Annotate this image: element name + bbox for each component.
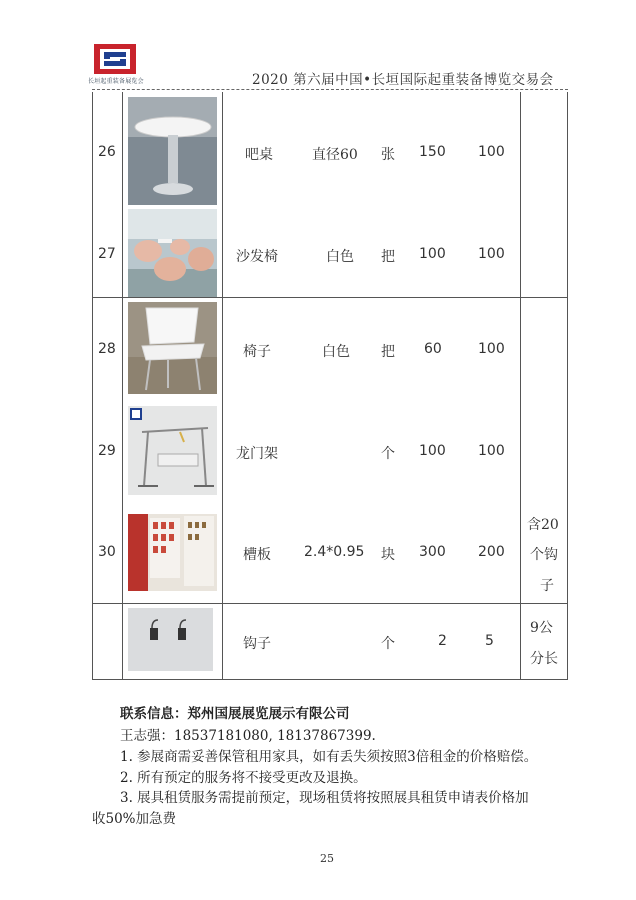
contact-person: 王志强：18537181080, 18137867399.	[120, 728, 376, 744]
slatwall-photo	[128, 514, 217, 591]
item-unit: 张	[381, 147, 395, 163]
table-col-divider	[520, 92, 521, 680]
item-deposit: 100	[478, 443, 505, 459]
organizer-logo	[92, 42, 138, 76]
item-deposit: 100	[478, 144, 505, 160]
table-row-divider	[92, 297, 568, 298]
item-unit: 个	[381, 636, 395, 652]
item-spec: 2.4*0.95	[304, 544, 365, 560]
item-spec: 直径60	[312, 147, 358, 163]
row-number: 28	[98, 341, 116, 357]
item-name: 吧桌	[245, 147, 273, 163]
table-border-right	[567, 92, 568, 680]
table-row-divider	[92, 603, 568, 604]
item-unit: 把	[381, 344, 395, 360]
item-price: 100	[419, 246, 446, 262]
row-number: 27	[98, 246, 116, 262]
hook-photo	[128, 608, 213, 671]
table-border-bottom	[92, 679, 568, 680]
item-price: 60	[424, 341, 442, 357]
item-deposit: 100	[478, 246, 505, 262]
sofa-chair-photo	[128, 209, 217, 297]
contact-heading: 联系信息：郑州国展展览展示有限公司	[120, 706, 350, 722]
item-unit: 块	[381, 547, 395, 563]
page-header-title: 2020 第六届中国•长垣国际起重装备博览交易会	[252, 72, 554, 88]
table-col-divider	[122, 92, 123, 680]
item-deposit: 5	[485, 633, 494, 649]
item-deposit: 100	[478, 341, 505, 357]
item-note: 分长	[530, 651, 558, 667]
chair-photo	[128, 302, 217, 394]
note-no-change: 2. 所有预定的服务将不接受更改及退换。	[120, 770, 367, 786]
item-note: 含20	[527, 517, 559, 533]
page-number: 25	[320, 852, 334, 865]
item-name: 槽板	[243, 547, 271, 563]
item-name: 龙门架	[236, 446, 278, 462]
item-price: 100	[419, 443, 446, 459]
item-note: 个钩	[530, 547, 558, 563]
table-border-left	[92, 92, 93, 680]
item-deposit: 200	[478, 544, 505, 560]
bar-table-photo	[128, 97, 217, 205]
note-surcharge: 收50%加急费	[92, 811, 177, 827]
item-spec: 白色	[326, 249, 354, 265]
item-note: 9公	[530, 620, 553, 636]
gantry-rack-photo	[128, 406, 217, 495]
item-note: 子	[540, 578, 554, 594]
item-spec: 白色	[322, 344, 350, 360]
item-price: 150	[419, 144, 446, 160]
item-name: 椅子	[243, 344, 271, 360]
row-number: 29	[98, 443, 116, 459]
row-number: 26	[98, 144, 116, 160]
item-name: 沙发椅	[236, 249, 278, 265]
header-divider	[92, 89, 568, 90]
item-unit: 个	[381, 446, 395, 462]
table-col-divider	[222, 92, 223, 680]
note-advance-booking: 3. 展具租赁服务需提前预定，现场租赁将按照展具租赁申请表价格加	[120, 790, 529, 806]
organizer-name: 长垣起重装备展览会	[88, 78, 144, 85]
item-price: 300	[419, 544, 446, 560]
item-name: 钩子	[243, 636, 271, 652]
note-compensation: 1. 参展商需妥善保管租用家具，如有丢失须按照3倍租金的价格赔偿。	[120, 749, 538, 765]
row-number: 30	[98, 544, 116, 560]
item-unit: 把	[381, 249, 395, 265]
item-price: 2	[438, 633, 447, 649]
